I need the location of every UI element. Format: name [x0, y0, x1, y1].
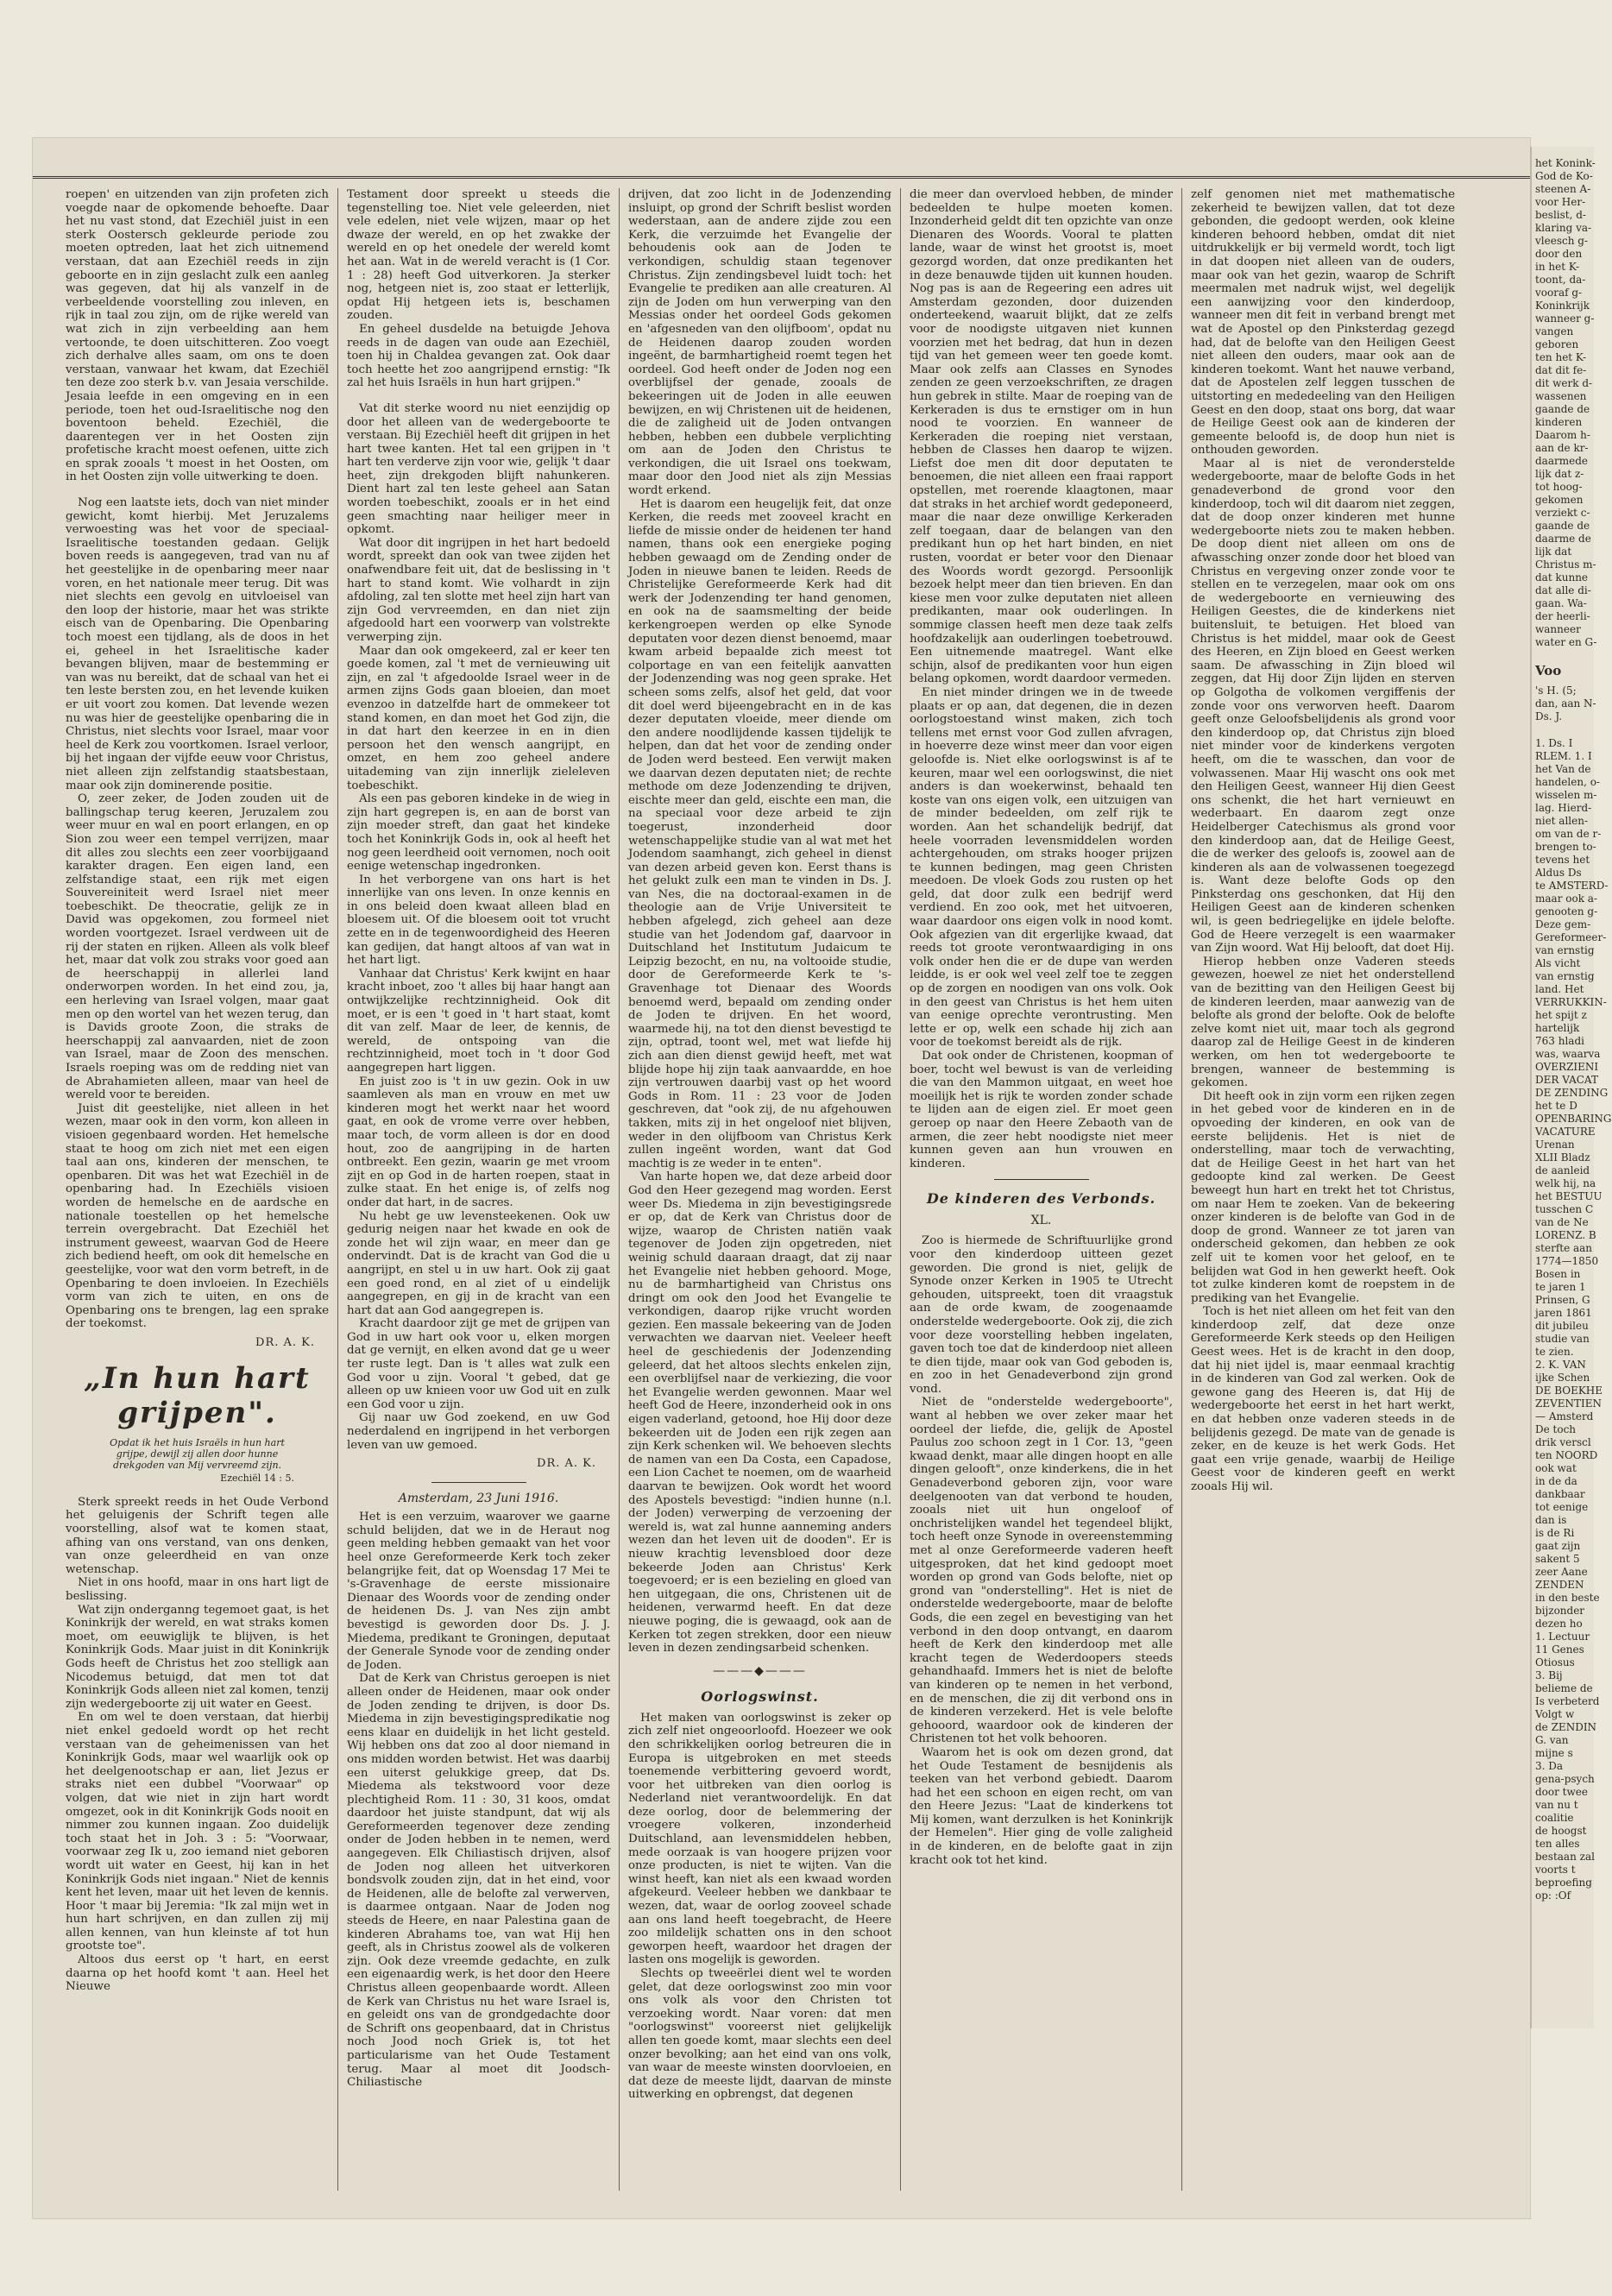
paragraph: Wat zijn onderganng tegemoet gaat, is het Koninkrijk der wereld, en wat straks komen moet, om eeuwiglijk te blijven, is het Koninkrijk Gods. Maar juist in dit Koninkrijk Gods heeft de Christus het zoo stelligk aan Nicodemus betuigd, dat men tot dat Koninkrijk Gods alleen niet zal komen, tenzij zijn wedergeboorte zij uit water en Geest.: [66, 1603, 329, 1711]
fragment-line: klaring va-: [1535, 222, 1592, 234]
paragraph: Testament door spreekt u steeds die tegenstelling toe. Niet vele geleerden, niet vele edelen, niet vele wijzen, maar op het dwaze der wereld, en op het zwakke der wereld en op het onedele der wereld komt het aan. Wat in de wereld veracht is (1 Cor. 1 : 28) heeft God uitverkoren. Ja sterker nog, hetgeen niet is, zoo staat er letterlijk, opdat Hij hetgeen iets is, beschamen zouden.: [347, 188, 610, 323]
fragment-line: dezen ho: [1535, 1618, 1583, 1630]
fragment-lines-bottom: [1535, 737, 1612, 1902]
fragment-line: gaan. Wa-: [1535, 597, 1587, 609]
fragment-lines-mid: [1535, 684, 1596, 723]
fragment-line: in het K-: [1535, 261, 1579, 273]
column-4: [901, 188, 1182, 2191]
fragment-line: door den: [1535, 248, 1583, 260]
fragment-line: XLII Bladz: [1535, 1151, 1590, 1164]
fragment-line: OPENBARING: [1535, 1113, 1612, 1125]
divider: [994, 1179, 1089, 1180]
fragment-line: ZEVENTIEN: [1535, 1397, 1603, 1410]
fragment-line: Als vicht: [1535, 957, 1581, 969]
fragment-line: op: :Of: [1535, 1889, 1571, 1902]
paragraph: Het is daarom een heugelijk feit, dat onze Kerken, die reeds met zooveel kracht en liefde de missie onder de heidenen ter hand namen, thans ook een energieke poging hebben gewaagd om de Zending onder de Joden in nieuwe banen te leiden. Reeds de Christelijke Gereformeerde Kerk had dit werk der Jodenzending ter hand genomen, en ook na de saamsmelting der beide kerkengroepen werden op elke Synode deputaten voor dezen dienst benoemd, maar kwam arbeid bepaalde zich meest tot colportage en van een feitelijk aanvatten der Jodenzending was nog geen sprake. Het scheen soms zelfs, alsof het geld, dat voor dit doel werd bijeengebracht en in de kas dezer deputaten vloeide, meer diende om den andere noodlijdende kassen tijdelijk te helpen, dan dat het voor de zending onder de Joden werd besteed. Een verwijt maken we daarvan dezen deputaten niet; de rechte methode om deze Jodenzending te drijven, eischte meer dan geld, eischte een man, die na speciaal voor deze arbeid te zijn toegerust, inzonderheid door wetenschappelijke studie van al wat met het Jodendom saamhangt, zich geheel in dienst van dezen arbeid geven kon. Eerst thans is het gelukt zulk een man te vinden in Ds. J. van Nes, die na doctoraal-examen in de theologie aan de Vrije Universiteit te hebben afgelegd, zich geheel aan deze studie van het Jodendom gaf, daarvoor in Duitschland het Institutum Judaicum te Leipzig bezocht, en nu, na voltooide studie, door de Gereformeerde Kerk te 's-Gravenhage tot Dienaar des Woords benoemd werd, bepaald om zending onder de Joden te drijven. En het woord, waarmede hij, na tot den dienst bevestigd te zijn, optrad, toont wel, met wat liefde hij zich aan dien dienst gewijd heeft, met wat blijde hope hij zijn taak aanvaardde, en hoe zijn vertrouwen daarbij vast op het woord Gods in Rom. 11 : 23 voor de Joden geschreven, dat "ook zij, de nu afgehouwen takken, mits zij in het ongeloof niet blijven, weder in den olijfboom van Christus Kerk zullen ingeënt worden, want dat God machtig is ze weder in te enten".: [628, 497, 891, 1170]
fragment-line: te zien.: [1535, 1346, 1574, 1358]
section-title: Oorlogswinst.: [701, 1687, 819, 1705]
paragraph: Vanhaar dat Christus' Kerk kwijnt en haar kracht inboet, zoo 't alles bij haar hangt aan ontwijkzelijke rechtzinnigheid. Ook dit moet, er is een 't goed in 't hart staat, komt dit van zelf. Maar de leer, de kennis, de wereld, de ontspoing van die rechtzinnigheid, moet toch in 't door God aangegrepen hart liggen.: [347, 967, 610, 1075]
dateline: Amsterdam, 23 Juni 1916.: [398, 1492, 559, 1506]
paragraph: drijven, dat zoo licht in de Jodenzending insluipt, op grond der Schrift beslist worden wederstaan, aan de andere zijde zou een Kerk, die verzuimde het Evangelie der behoudenis ook aan de Joden te verkondigen, schuldig staan tegenover Christus. Zijn zendingsbevel luidt toch: het Evangelie te prediken aan alle creaturen. Al zijn de Joden om hun verwerping van den Messias onder het oordeel Gods gekomen en 'afgesneden van den olijfboom', opdat nu de Heidenen daarop zouden worden ingeënt, de barmhartigheid roemt tegen het oordeel. God heeft onder de Joden nog een overblijfsel der genade, zooals de bekeeringen uit de Joden in alle eeuwen bewijzen, en wij Christenen uit de heidenen, die de zaligheid uit de Joden ontvangen hebben, hebben een dubbele verplichting om aan de Joden den Christus te verkondigen, die uit Israel ons toekwam, maar door den Jood niet als zijn Messias wordt erkend.: [628, 188, 891, 498]
fragment-line: jaren 1861: [1535, 1307, 1592, 1319]
paragraph: Toch is het niet alleen om het feit van den kinderdoop zelf, dat deze onze Gereformeerde Kerk steeds op den Heiligen Geest wees. Het is de kracht in den doop, dat hij niet ijdel is, maar eenmaal krachtig in de kinderen van God zal werken. Ook de gewone gang des Heeren is, dat Hij de wedergeboorte het eerst in het hart werkt, en dat hebben onze vaderen steeds in de belijdenis gezegd. De mate van de genade is zeker, en de keuze is het werk Gods. Het gaat een vrije genade, waarbij de Heilige Geest voor de kinderen geeft en werkt zooals Hij wil.: [1191, 1305, 1455, 1493]
fragment-line: der heerli-: [1535, 610, 1590, 622]
paragraph: Van harte hopen we, dat deze arbeid door God den Heer gezegend mag worden. Eerst weer Ds. Miedema in zijn bevestigingsrede er op, dat de Kerk van Christus door de wijze, waarop de Christen natiën vaak tegenover de Joden zijn opgetreden, niet weinig schuld daaraan draagt, dat zij naar het Evangelie niet hebben gehoord. Moge, nu de barmhartigheid van Christus ons dringt om ook den Jood het Evangelie te verkondigen, daarop rijke vrucht worden gezien. Een massale bekeering van de Joden verwachten we daarvan niet. Veeleer heeft heel de geschiedenis der Jodenzending geleerd, dat het altoos slechts enkelen zijn, een overblijfsel naar de verkiezing, die voor het Evangelie werden gewonnen. Maar wel heeft God de Heere, inzonderheid ook in ons eigen vaderland, getoond, hoe Hij door deze bekeerden uit de Joden een rijk zegen aan zijn Kerk schenken wil. We behoeven slechts de namen van een Da Costa, een Capadose, een Lion Cachet te noemen, om de waarheid daarvan te bewijzen. Ook wordt het woord des Apostels bevestigd: "indien hunne (n.l. der Joden) verwerping de verzoening der wereld is, wat zal hunne aanneming anders wezen dan het leven uit de dooden". Er is nieuw krachtig levensbloed door deze bekeerde Joden aan Christus' Kerk toegevoerd; er is een bezieling en gloed van hen uitgegaan, die ons, Christenen uit de heidenen, verwarmd heeft. En dat deze nieuwe poging, die is gewaagd, ook aan de Kerken tot zegen strekken, door een nieuw leven in dezen zendingsarbeid schenken.: [628, 1170, 891, 1656]
paragraph: Altoos dus eerst op 't hart, en eerst daarna op het hoofd komt 't aan. Heel het Nieuwe: [66, 1953, 329, 1994]
signature: DR. A. K.: [537, 1457, 596, 1471]
paragraph: Het is een verzuim, waarover we gaarne schuld belijden, dat we in de Heraut nog geen melding hebben gemaakt van het voor heel onze Gereformeerde Kerk toch zeker belangrijke feit, dat op Woensdag 17 Mei te 's-Gravenhage de eerste missionaire Dienaar des Woords voor de zending onder de heidenen Ds. J. van Nes zijn ambt bevestigd is geworden door Ds. J. J. Miedema, predikant te Groningen, deputaat der Generale Synode voor de zending onder de Joden.: [347, 1511, 610, 1672]
fragment-line: drik verscl: [1535, 1436, 1591, 1448]
fragment-line: welk hij, na: [1535, 1177, 1596, 1189]
fragment-line: aan de kr-: [1535, 442, 1589, 454]
fragment-line: coalitie: [1535, 1812, 1574, 1824]
fragment-line: DE BOEKHE: [1535, 1385, 1603, 1397]
fragment-line: het BESTUU: [1535, 1190, 1603, 1202]
fragment-line: toont, da-: [1535, 274, 1586, 286]
fragment-line: lijk dat: [1535, 546, 1572, 558]
paragraph: Dat ook onder de Christenen, koopman of boer, tocht wel bewust is van de verleiding die van den Mammon uitgaat, en weet hoe moeilijk het is rijk te worden zonder schade te lijden aan de eigen ziel. Er moet geen geroep op naar den Heere Zebaoth van de armen, die zeer hebt noodigste niet meer kunnen geven aan hun vrouwen en kinderen.: [910, 1050, 1173, 1170]
fragment-line: handelen, o-: [1535, 776, 1600, 788]
fragment-line: wanneer g-: [1535, 312, 1595, 325]
fragment-line: voor Her-: [1535, 196, 1586, 208]
fragment-heading: Voo: [1535, 663, 1562, 678]
section-title: De kinderen des Verbonds.: [926, 1190, 1156, 1208]
column-2-text: [347, 188, 610, 1452]
fragment-line: daarme de: [1535, 533, 1591, 545]
fragment-line: 3. Da: [1535, 1760, 1564, 1772]
divider: [431, 1482, 526, 1483]
column-5: [1182, 188, 1464, 2191]
fragment-line: bestaan zal: [1535, 1851, 1595, 1863]
fragment-line: VERRUKKIN-: [1535, 996, 1607, 1008]
fragment-line: De toch: [1535, 1423, 1577, 1435]
fragment-line: lijk dat z-: [1535, 468, 1584, 480]
paragraph: En juist zoo is 't in uw gezin. Ook in uw saamleven als man en vrouw en met uw kinderen mogt het werkt naar het woord gaat, en ook de vrome verre over hebben, maar toch, de vorm alleen is dor en dood hout, zoo de aangrijping in de harten ontbreekt. Een gezin, waarin ge met vroom zijt en op God in de harten roepen, staat in zulke staat. En het enige is, of zelfs nog onder dat hart, in de sacres.: [347, 1075, 610, 1209]
fragment-line: belieme de: [1535, 1682, 1593, 1694]
fragment-line: Ds. J.: [1535, 710, 1563, 722]
fragment-line: dat alle di-: [1535, 584, 1591, 596]
fragment-line: tot hoog-: [1535, 481, 1583, 493]
paragraph: En geheel dusdelde na betuigde Jehova reeds in de dagen van oude aan Ezechiël, toen hij in Chaldea gevangen zat. Ook daar toch heette het zoo aangrijpend ernstig: "Ik zal het huis Israëls in hun hart grijpen.": [347, 322, 610, 390]
columns: [57, 188, 1515, 2191]
section-number: XL.: [1030, 1214, 1052, 1228]
fragment-line: 3. Bij: [1535, 1669, 1563, 1681]
fragment-line: het Van de: [1535, 763, 1591, 775]
column-1: [57, 188, 338, 2191]
fragment-line: ook wat: [1535, 1462, 1577, 1474]
fragment-line: wanneer: [1535, 623, 1581, 635]
fragment-line: hartelijk: [1535, 1022, 1580, 1034]
article-title: „In hun hart grijpen".: [84, 1360, 311, 1430]
fragment-line: geboren: [1535, 338, 1579, 350]
paragraph: Nu hebt ge uw levensteekenen. Ook uw gedurig neigen naar het kwade en ook de zonde het wil zijn waar, en meer dan ge ondervindt. Dat is de kracht van God die u aangrijpt, en stel u in uw hart. Ook zij gaat een goed rond, en al ziet of u eindelijk aangegrepen, en gij in de kracht van een hart dat aan God aangegrepen is.: [347, 1209, 610, 1317]
fragment-line: genooten g-: [1535, 905, 1598, 918]
fragment-line: Daarom h-: [1535, 429, 1590, 441]
fragment-line: wisselen m-: [1535, 789, 1597, 801]
fragment-line: in den beste: [1535, 1592, 1600, 1604]
fragment-line: dan is: [1535, 1514, 1567, 1526]
fragment-line: 11 Genes: [1535, 1643, 1584, 1656]
fragment-line: lag. Hierd-: [1535, 802, 1592, 814]
column-5-text: [1191, 188, 1455, 1494]
fragment-line: gaande de: [1535, 520, 1590, 532]
fragment-line: niet allen-: [1535, 815, 1589, 827]
fragment-lines-top: [1535, 157, 1597, 649]
paragraph: Juist dit geestelijke, niet alleen in het wezen, maar ook in den vorm, kon alleen in visioen gegenbaard worden. Het hemelsche staat te hoog om zich niet met een eigen taal aan ons, kinderen der menschen, te openbaren. Dit was het wat Ezechiël in de openbaring had. In Ezechiëls visioen worden de hemelsche en de aardsche en nationale toestellen op het hemelsche terrein overgebracht. Dat Ezechiël het instrument geweest, waarvan God de Heere zich bediend heeft, om ook dit hemelsche en geestelijke, voor wat den vorm betreft, in de Openbaring te doen invloeien. In Ezechiëls vorm van zich te uiten, en ons de Openbaring ons te brengen, lag een sprake der toekomst.: [66, 1101, 329, 1331]
fragment-line: voorts t: [1535, 1864, 1576, 1876]
fragment-line: Volgt w: [1535, 1708, 1575, 1720]
fragment-line: te AMSTERD-: [1535, 880, 1609, 892]
paragraph: Maar al is niet de veronderstelde wedergeboorte, maar de belofte Gods in het genadeverbond de grond voor den kinderdoop, toch wil dit daarom niet zeggen, dat de doop onzer kinderen met hunne wedergeboorte niets zou te maken hebben. De doop dient niet alleen om ons de afwassching onzer zonde door het bloed van Christus en vergeving onzer zonde voor te stellen en te verzegelen, maar ook om ons de wedergeboorte en vernieuwing des Heiligen Geestes, die de kinderkens niet buitensluit, te betuigen. Het bloed van Christus is het middel, maar ook de Geest des Heeren, en Zijn bloed en Geest werken saam. De afwassching in Zijn bloed wil zeggen, dat Hij door Zijn lijden en sterven op Golgotha de volkomen vergiffenis der zonde voor ons verworven heeft. Daarom geeft onze Geloofsbelijdenis als grond voor den kinderdoop op, dat Christus zijn bloed niet minder voor de kinderkens vergoten heeft, om die te wasschen, dan voor de volwassenen. Maar Hij wascht ons ook met den Heiligen Geest, wanneer Hij dien Geest ons schenkt, die het hart vernieuwt en wederbaart. En daarom zegt onze Heidelberger Catechismus als grond voor den kinderdoop aan, dat de Heilige Geest, die de werker des geloofs is, zoowel aan de kinderen als aan de volwassenen toegezegd is. Want deze belofte Gods op den Pinksterdag ons geschonken, dat Hij den Heiligen Geest aan de kinderen schenken wil, is geen bedriegelijke en ijdele belofte. God de Heere verzegelt is een waarmaker van Zijn woord. Wat Hij belooft, dat doet Hij.: [1191, 457, 1455, 956]
fragment-line: Christus m-: [1535, 558, 1596, 571]
fragment-line: van ernstig: [1535, 944, 1595, 956]
fragment-line: DE ZENDING: [1535, 1087, 1609, 1099]
fragment-line: ten alles: [1535, 1838, 1580, 1850]
fragment-line: sakent 5: [1535, 1553, 1580, 1565]
fragment-line: is de Ri: [1535, 1527, 1575, 1539]
fragment-line: dan, aan N-: [1535, 697, 1596, 710]
fragment-line: gaande de: [1535, 403, 1590, 415]
fragment-line: gaat zijn: [1535, 1540, 1581, 1552]
paragraph: En om wel te doen verstaan, dat hierbij niet enkel gedoeld wordt op het recht verstaan van de geheimenissen van het Koninkrijk Gods, maar wel waarlijk ook op het deelgenootschap er aan, liet Jezus er straks niet een dubbel "Voorwaar" op volgen, dat wie niet in zijn hart wordt omgezet, ook in dit Koninkrijk Gods nooit en nimmer zou kunnen ingaan. Zoo duidelijk toch staat het in Joh. 3 : 5: "Voorwaar, voorwaar zeg Ik u, zoo iemand niet geboren wordt uit water en Geest, hij kan in het Koninkrijk Gods niet ingaan." Niet de kennis kent het leven, maar uit het leven de kennis. Hoor 't maar bij Jeremia: "Ik zal mijn wet in hun hart schrijven, en dan zullen zij mij allen kennen, van hun kleinste af tot hun grootste toe".: [66, 1711, 329, 1953]
fragment-line: 1. Lectuur: [1535, 1631, 1590, 1643]
paragraph: In het verborgene van ons hart is het innerlijke van ons leven. In onze kennis en in ons beleid doen kwaat alleen blad en bloesem uit. Of die bloesem ooit tot vrucht zette en in de tegenwoordigheid des Heeren kan gedijen, dat hangt altoos af van wat in het hart ligt.: [347, 873, 610, 968]
fragment-line: Koninkrijk: [1535, 300, 1590, 312]
fragment-line: daarmede: [1535, 455, 1588, 467]
fragment-line: vangen: [1535, 325, 1574, 337]
fragment-line: LORENZ. B: [1535, 1229, 1596, 1241]
fragment-line: verziekt c-: [1535, 507, 1590, 519]
fragment-line: ten het K-: [1535, 351, 1587, 363]
fragment-line: van ernstig: [1535, 970, 1595, 982]
fragment-line: dit jubileu: [1535, 1320, 1589, 1332]
fragment-line: DER VACAT: [1535, 1074, 1598, 1086]
fragment-line: was, waarva: [1535, 1048, 1601, 1060]
ornament-divider: ———◆———: [713, 1663, 807, 1678]
fragment-line: land. Het: [1535, 983, 1584, 995]
fragment-line: Bosen in: [1535, 1268, 1581, 1280]
column-1-text: [66, 188, 329, 1331]
column-1-text-2: [66, 1496, 329, 1994]
column-3-text-2: [628, 1712, 891, 2102]
fragment-line: RLEM. 1. I: [1535, 750, 1592, 762]
fragment-line: God de Ko-: [1535, 170, 1593, 182]
fragment-line: studie van: [1535, 1333, 1590, 1345]
fragment-line: steenen A-: [1535, 183, 1591, 195]
fragment-line: 763 hladi: [1535, 1035, 1584, 1047]
fragment-line: tevens het: [1535, 854, 1590, 866]
fragment-line: G. van: [1535, 1734, 1569, 1746]
fragment-line: om van de r-: [1535, 828, 1602, 840]
fragment-line: mijne s: [1535, 1747, 1573, 1759]
paragraph: Gij naar uw God zoekend, en uw God nederdalend en ingrijpend in het verborgen leven van uw gemoed.: [347, 1411, 610, 1452]
fragment-line: dankbaar: [1535, 1488, 1585, 1500]
fragment-line: het te D: [1535, 1100, 1577, 1112]
fragment-line: dit werk d-: [1535, 377, 1593, 389]
fragment-line: bijzonder: [1535, 1605, 1585, 1617]
fragment-line: zeer Aane: [1535, 1566, 1588, 1578]
adjacent-page-fragment: [1530, 147, 1612, 2028]
fragment-line: van de Ne: [1535, 1216, 1589, 1228]
fragment-line: in de da: [1535, 1475, 1577, 1487]
fragment-line: door twee: [1535, 1786, 1588, 1798]
fragment-line: dat dit fe-: [1535, 364, 1587, 376]
fragment-line: Urenan: [1535, 1139, 1575, 1151]
fragment-line: sterfte aan: [1535, 1242, 1593, 1254]
fragment-line: Gereformeer-: [1535, 931, 1607, 943]
fragment-line: water en G-: [1535, 636, 1597, 648]
fragment-line: beproefing: [1535, 1877, 1592, 1889]
fragment-line: gena-psych: [1535, 1773, 1595, 1785]
paragraph: Het maken van oorlogswinst is zeker op zich zelf niet ongeoorloofd. Hoezeer we ook den schrikkelijken oorlog betreuren die in Europa is uitgebroken en met steeds toenemende verbittering gevoerd wordt, voor het uitbreken van dien oorlog is Nederland niet verantwoordelijk. En dat deze oorlog, door de belemmering der vroegere volkeren, inzonderheid Duitschland, aan levensmiddelen hebben, mede oorzaak is van hoogere prijzen voor onze producten, is niet te wijten. Van die winst heeft, kan niet als een kwaad worden afgekeurd. Veeleer hebben we dankbaar te wezen, dat, waar de oorlog zooveel schade aan ons land heeft toegebracht, de Heere zoo mildelijk schatten ons in den schoot geworpen heeft, waardoor het dragen der lasten ons mogelijk is geworden.: [628, 1711, 891, 1967]
paragraph: Wat door dit ingrijpen in het hart bedoeld wordt, spreekt dan ook van twee zijden het onafwendbare feit uit, dat de beslissing in 't hart to stand komt. Wie volhardt in zijn afdoling, zal ten slotte met heel zijn hart van zijn God vervreemden, en dan niet zijn afgedoold hart een voorwerp van volstrekte verwerping zijn.: [347, 536, 610, 644]
fragment-line: vooraf g-: [1535, 287, 1583, 299]
motto: Opdat ik het huis Israëls in hun hart grijpe, dewijl zij allen door hunne drekgoden van Mij vervreemd zijn.: [110, 1436, 285, 1471]
adjacent-page-text: [1532, 147, 1612, 1913]
header-rule: [33, 176, 1530, 179]
fragment-line: te jaren 1: [1535, 1281, 1586, 1293]
fragment-line: Aldus Ds: [1535, 867, 1582, 879]
paragraph: Nog een laatste iets, doch van niet minder gewicht, komt hierbij. Met Jeruzalems verwoesting was het voor de speciaal-Israelitische toestanden gedaan. Gelijk boven reeds is aangegeven, trad van nu af het geestelijke in de openbaring meer naar voren, en het nationale meer terug. Dit was niet slechts een gevolg en uitvloeisel van den loop der historie, maar het was strikte eisch van de Openbaring. Die Openbaring toch moest een tijdlang, als de doos in het ei, geheel in het Israelitische kader bevangen blijven, maar de bestemming er van was nu bereikt, dat de schaal van het ei ten leste bersten zou, en het levende kuiken er uit voort zou komen. Dat levende wezen nu was hier de geestelijke openbaring die in Christus, niet slechts voor Israel, maar voor heel de Kerk zou voortkomen. Israel verloor, bij het ingaan der vijfde eeuw voor Christus, niet alleen zijn zelfstandig staatsbestaan, maar ook zijn dominerende positie.: [66, 496, 329, 792]
fragment-line: gekomen: [1535, 494, 1584, 506]
paragraph: O, zeer zeker, de Joden zouden uit de ballingschap terug keeren, Jeruzalem zou weer muur en wal en poort erlangen, en op Sion zou weer een tempel verrijzen, maar dit alles zou slechts een zeer voorbijgaand karakter dragen. Een eigen land, een zelfstandige staat, een rijk met eigen Souvereiniteit werd Israel niet meer toebeschikt. De theocratie, gelijk ze in David was opgekomen, zou formeel niet worden voortgezet. Israel verdween uit de rij der staten en rijken. Alleen als volk bleef het, maar dat volk zou straks voor goed aan de heerschappij in allerlei land onderworpen worden. In het eind zou, ja, een herleving van Israel volgen, maar gaat men op den wortel van het wezen terug, dan is Davids groote Zoon, die straks de heerschappij zal aanvaarden, niet de zoon van Israel, maar de Zoon des menschen. Israels roeping was om de redding niet van de Abrahamieten alleen, maar van heel de wereld voor te bereiden.: [66, 792, 329, 1102]
fragment-line: ijke Schen: [1535, 1372, 1590, 1384]
paragraph: die meer dan overvloed hebben, de minder bedeelden te hulpe moeten komen. Inzonderheid geldt dit ten opzichte van onze Dienaren des Woords. Vooral te platten lande, waar de winst het grootst is, moet gezorgd worden, dat onze predikanten het in deze benauwde tijden uit kunnen houden. Nog pas is aan de Regeering een adres uit Amsterdam gezonden, door duizenden onderteekend, waaruit blijkt, dat ze zelfs voor de noodigste uitgaven niet kunnen voorzien met het bedrag, dat hun in dezen tijd van het gemeen weer ten goede komt. Maar ook zelfs aan Classes en Synodes zenden ze geen verzoekschriften, ze dragen hun gebrek in stilte. Maar de roeping van de Kerkeraden is dus te ernstiger om in hun nood te voorzien. En wanneer de Kerkeraden die roeping niet verstaan, hebben de Classes hen daarop te wijzen. Liefst doe men dit door deputaten te benoemen, die niet alleen een fraai rapport opstellen, met roerende klaagtonen, maar dat straks in het archief wordt gedeponeerd, maar die naar deze onwillige Kerkeraden zelf toegaan, daar de belangen van den predikant hun op het hart binden, en niet rusten, voordat er beter voor den Dienaar des Woords wordt gezorgd. Persoonlijk bezoek helpt meer dan tien brieven. En dan kiese men voor zulke deputaten niet alleen predikanten, maar ook ouderlingen. In sommige classen heeft men deze taak zelfs hoofdzakelijk aan ouderlingen toebetrouwd. Een uitnemende maatregel. Want elke schijn, alsof de predikanten voor hun eigen belang opkomen, wordt daardoor vermeden.: [910, 188, 1173, 686]
fragment-line: kinderen: [1535, 416, 1583, 428]
fragment-line: beslist, d-: [1535, 209, 1586, 221]
fragment-line: maar ook a-: [1535, 893, 1597, 905]
fragment-line: Otiosus: [1535, 1656, 1575, 1668]
column-3-text: [628, 188, 891, 1656]
fragment-line: brengen to-: [1535, 841, 1596, 853]
fragment-line: tusschen C: [1535, 1203, 1594, 1215]
paragraph: Slechts op tweeërlei dient wel te worden gelet, dat deze oorlogswinst zoo min voor ons volk als voor den Christen tot verzoeking wordt. Naar voren: dat men "oorlogswinst" vooreerst niet gelijkelijk allen ten goede komt, maar slechts een deel onzer bevolking; aan het eind van ons volk, van waar de meeste winsten doorvloeien, en dat deze de meeste lijdt, daarvan de minste uitwerking en opbrengst, dat degenen: [628, 1967, 891, 2102]
fragment-line: het Konink-: [1535, 157, 1596, 169]
paragraph: Niet de "onderstelde wedergeboorte", want al hebben we over zeker maar het oordeel der liefde, die, gelijk de Apostel Paulus zoo schoon zegt in 1 Cor. 13, "geen kwaad denkt, maar alle dingen hoopt en alle dingen gelooft", onze kinderkens, die in het Genadeverbond geboren zijn, voor ware deelgenooten van dat verbond te houden, zooals niet uit hun ongeloof of onchristelijken wandel het tegendeel blijkt, toch heeft onze Synode in overeenstemming met al onze Gereformeerde vaderen heeft uitgesproken, dat het kind gedoopt moet worden op grond van Gods belofte, niet op grond van "onderstelling". Het is niet de onderstelde wedergeboorte, maar de belofte Gods, die een zegel en bevestiging van het verbond in den doop ontvangt, en daarom heeft de Kerk den kinderdoop met alle kracht tegen de Wederdoopers steeds gehandhaafd. Immers het is niet de belofte van kinderen op te nemen in het verbond, en de menschen, die zij dit verbond ons in de kinderen verzekerd. Het is vele belofte gehooord, waardoor ook de kinderen der Christenen tot het volk behooren.: [910, 1396, 1173, 1746]
fragment-line: ten NOORD: [1535, 1449, 1598, 1461]
fragment-line: 1774—1850: [1535, 1255, 1599, 1267]
paragraph: Sterk spreekt reeds in het Oude Verbond het geluigenis der Schrift tegen alle voorstelling, alsof wat te komen staat, afhing van ons verstand, van ons denken, van onze geleerdheid en van onze wetenschap.: [66, 1495, 329, 1576]
paragraph: Maar dan ook omgekeerd, zal er keer ten goede komen, zal 't met de vernieuwing uit zijn, en zal 't afgedoolde Israel weer in de armen zijns Gods gaan bloeien, dan moet evenzoo in datzelfde hart de ommekeer tot stand komen, en dan moet het God zijn, die in dat hart den keerzee in en in dien persoon het den wensch aangrijpt, en omzet, en hem zoo geheel andere uitademing van zijn innerlijk zieleleven toebeschikt.: [347, 644, 610, 792]
fragment-line: 1. Ds. I: [1535, 737, 1573, 749]
motto-reference: Ezechiël 14 : 5.: [220, 1472, 294, 1484]
fragment-line: de ZENDIN: [1535, 1721, 1597, 1733]
column-2-text-2: [347, 1511, 610, 2090]
signature: DR. A. K.: [255, 1335, 315, 1349]
fragment-line: OVERZIENI: [1535, 1061, 1599, 1073]
fragment-line: wassenen: [1535, 390, 1587, 402]
column-3: [620, 188, 901, 2191]
column-4-text-2: [910, 1234, 1173, 1867]
fragment-line: tot eenige: [1535, 1501, 1589, 1513]
fragment-line: vleesch g-: [1535, 235, 1588, 247]
paragraph: Vat dit sterke woord nu niet eenzijdig op door het alleen van de wedergeboorte te verstaan. Bij Ezechiël heeft dit grijpen in het hart twee kanten. Het tal een grijpen in 't hart ten verderve zijn voor wie, gelijk 't daar heet, zijn drekgoden blijft nahunkeren. Dient hart zal ten leste geheel aan Satan worden toebeschikt, zooals er in het eind geen smachting naar heiliger meer in opkomt.: [347, 401, 610, 537]
fragment-line: — Amsterd: [1535, 1410, 1594, 1422]
paragraph: En niet minder dringen we in de tweede plaats er op aan, dat degenen, die in dezen oorlogstoestand winst maken, zich toch tellens met ernst voor God zullen afvragen, in hoeverre deze winst meer dan voor eigen geloofde is. Niet elke oorlogswinst is af te keuren, maar wel een oorlogswinst, die niet anders is dan woekerwinst, behaald ten koste van ons eigen volk, een uitzuigen van de minder bedeelden, om zelf rijk te worden. Aan het schandelijk bedrijf, dat heele voorraden levensmiddelen worden achtergehouden, om straks hooger prijzen te kunnen bedingen, mag geen Christen meedoen. De vloek Gods zou rusten op het geld, dat door zulk een bedrijf werd verdiend. En zoo ook, met het uitvoeren, waar daardoor ons eigen volk in nood komt. Ook afgezien van dit ergerlijke kwaad, dat reeds tot groote verontwaardiging in ons volk onder hen die er de dupe van werden leidde, is er ook wel veel zelf toe te zeggen op de zorgen en noodigen van ons volk. Ook in den geest van Christus is het hem uiten van eenige oprechte verontrusting. Men lette er op, welk een schade hij zich aan voor de toekomst bereidt als de rijk.: [910, 685, 1173, 1050]
column-4-text: [910, 188, 1173, 1170]
paragraph: roepen' en uitzenden van zijn profeten zich voegde naar de opkomende behoefte. Daar het nu vast stond, dat Ezechiël juist in een sterk Oostersch gekleurde periode zou moeten optreden, laat het zich uitnemend verstaan, dat aan Ezechiël reeds in zijn geboorte en in zijn geslacht zulk een aanleg was gegeven, dat hij als vanzelf in de verbeeldende voorstelling zou inleven, en rijk in taal zou zijn, om de rijke wereld van wat zich in zijn verbeelding aan hem vertoonde, te doen uitschitteren. Zoo voegt zich derhalve alles saam, om ons te doen verstaan, vanwaar het kwam, dat Ezechiël ten deze zoo sterk b.v. van Jesaia verschilde. Jesaia leefde in een omgeving en in een periode, toen het oud-Israelitische nog den boventoon beheld. Ezechiël, die daarentegen ver in het Oosten zijn profetische kracht moest oefenen, uitte zich en sprak zooals 't moest in het Oosten, om in het Oosten zijn volle uitwerking te doen.: [66, 188, 329, 484]
fragment-line: van nu t: [1535, 1799, 1578, 1811]
paragraph: Als een pas geboren kindeke in de wieg in zijn hart gegrepen is, en aan de borst van zijn moeder streft, dan gaat het kindeke toch het Koninkrijk Gods in, ook al heeft het nog geen leerdheid ooit vernomen, noch ooit eenige wetenschap ingedronken.: [347, 792, 610, 874]
paragraph: Waarom het is ook om dezen grond, dat het Oude Testament de besnijdenis als teeken van het verbond gebiedt. Daarom had het een schoon en eigen recht, om van den Heere Jezus: "Laat de kinderkens tot Mij komen, want derzulken is het Koninkrijk der Hemelen". Hier ging de volle zaligheid in de kinderen, en de belofte gaat in zijn kracht ook tot het kind.: [910, 1745, 1173, 1867]
paragraph: Niet in ons hoofd, maar in ons hart ligt de beslissing.: [66, 1576, 329, 1604]
column-2: [338, 188, 620, 2191]
fragment-line: het spijt z: [1535, 1009, 1587, 1021]
newspaper-page: [33, 138, 1530, 2218]
fragment-line: Is verbeterd: [1535, 1695, 1600, 1707]
fragment-line: 's H. (5;: [1535, 684, 1577, 697]
fragment-line: dat kunne: [1535, 571, 1589, 583]
paragraph: Dat de Kerk van Christus geroepen is niet alleen onder de Heidenen, maar ook onder de Joden zending te drijven, is door Ds. Miedema in zijn bevestigingspredikatie nog eens klaar en duidelijk in het licht gesteld. Wij hebben ons dat zoo al door niemand in ons midden worden betwist. Het was daarbij een uiterst gelukkige greep, dat Ds. Miedema als tekstwoord voor deze plechtigheid Rom. 11 : 30, 31 koos, omdat daardoor het juiste standpunt, dat wij als Gereformeerden tegenover deze zending onder de Joden hebben in te nemen, werd aangegeven. Elk Chiliastisch drijven, alsof de Joden nog alleen het uitverkoren bondsvolk zouden zijn, dat in het eind, voor de Heidenen, alle de belofte zal verwerven, is daarmee ontgaan. Naar de Joden nog steeds de Heere, en naar Palestina gaan de kinderen Abrahams toe, van wat Hij hen geeft, als in Christus zoowel als de volkeren zijn. Ook deze vreemde gedachte, en zulk een eigenaardig werk, is het door den Heere Christus alleen geopenbaarde wordt. Alleen de Kerk van Christus nu het ware Israel is, en geleidt ons van de grondgedachte door de Schrift ons geopenbaard, dat in Christus noch Jood noch Griek is, tot het particularisme van het Oude Testament terug. Maar al moet dit Joodsch-Chiliastische: [347, 1672, 610, 2090]
paragraph: Kracht daardoor zijt ge met de grijpen van God in uw hart ook voor u, elken morgen dat ge vernijt, en elken avond dat ge u weer ter ruste legt. Dan is 't alles wat zulk een God voor u zijn. Vooral 't gebed, dat ge alleen op uw knieen voor uw God uit en zulk een God voor u zijn.: [347, 1317, 610, 1411]
paragraph: Dit heeft ook in zijn vorm een rijken zegen in het gebed voor de kinderen en in de opvoeding der kinderen, en ook van de eerste belijdenis. Het is niet de onderstelling, maar toch de verwachting, dat de Heilige Geest in het hart van het gedoopte kind zal werken. De Geest beweegt hun hart en trekt het tot Christus, om naar Hem te zoeken. Van de bekeering onzer kinderen is de belofte van God in de doop de grond. Wanneer ze tot jaren van onderscheid gekomen, dan hebben ze ook zelf uit te komen voor het geloof, en te belijden wat God in hen gewerkt heeft. Ook tot zulke kinderen komt de roepstem in de prediking van het Evangelie.: [1191, 1089, 1455, 1305]
fragment-line: de aanleid: [1535, 1164, 1590, 1176]
fragment-line: de hoogst: [1535, 1825, 1587, 1837]
fragment-line: ZENDEN: [1535, 1579, 1584, 1591]
fragment-line: VACATURE: [1535, 1126, 1596, 1138]
paragraph: Zoo is hiermede de Schriftuurlijke grond voor den kinderdoop uitteen gezet geworden. Die grond is niet, gelijk de Synode onzer Kerken in 1905 te Utrecht gehouden, uitspreekt, toen dit vraagstuk aan de orde kwam, de zoogenaamde onderstelde wedergeboorte. Ook zij, die zich voor deze voorstelling hebben ingelaten, gaven toch toe dat de kinderdoop niet alleen te dien tijde, maar ook van God geboden is, en zoo in het Genadeverbond zijn grond vond.: [910, 1234, 1173, 1396]
paragraph: Hierop hebben onze Vaderen steeds gewezen, hoewel ze niet het onderstellend van de bezitting van den Heiligen Geest bij de kinderen leerden, maar aanwezig van de belofte als grond der belofte. Ook de belofte zelve komt niet uit, maar toch als gegrond daarop zal de Heilige Geest in de kinderen werken, om hen tot wedergeboorte te brengen, wanneer de bestemming is gekomen.: [1191, 955, 1455, 1090]
fragment-line: 2. K. VAN: [1535, 1359, 1586, 1371]
paragraph: zelf genomen niet met mathematische zekerheid te bewijzen vallen, dat tot deze gebonden, die gedoopt werden, ook kleine kinderen behoord hebben, omdat dit niet uitdrukkelijk er bij vermeld wordt, toch ligt in dat doopen niet alleen van de ouders, maar ook van het gezin, waarop de Schrift meermalen met nadruk wijst, wel degelijk een aanwijzing voor den kinderdoop, wanneer men dit feit in verband brengt met wat de Apostel op den Pinksterdag gezegd had, dat de belofte van den Heiligen Geest niet alleen den ouders, maar ook aan de kinderen toekomt. Want het nauwe verband, dat de Apostelen zelf leggen tusschen de uitstorting en mededeeling van den Heiligen Geest en den doop, staat ons borg, dat waar de Heilige Geest ook aan de kinderen der gemeente beloofd is, de doop hun niet is onthouden geworden.: [1191, 188, 1455, 457]
fragment-line: Prinsen, G: [1535, 1294, 1590, 1306]
fragment-line: Deze gem-: [1535, 918, 1591, 930]
